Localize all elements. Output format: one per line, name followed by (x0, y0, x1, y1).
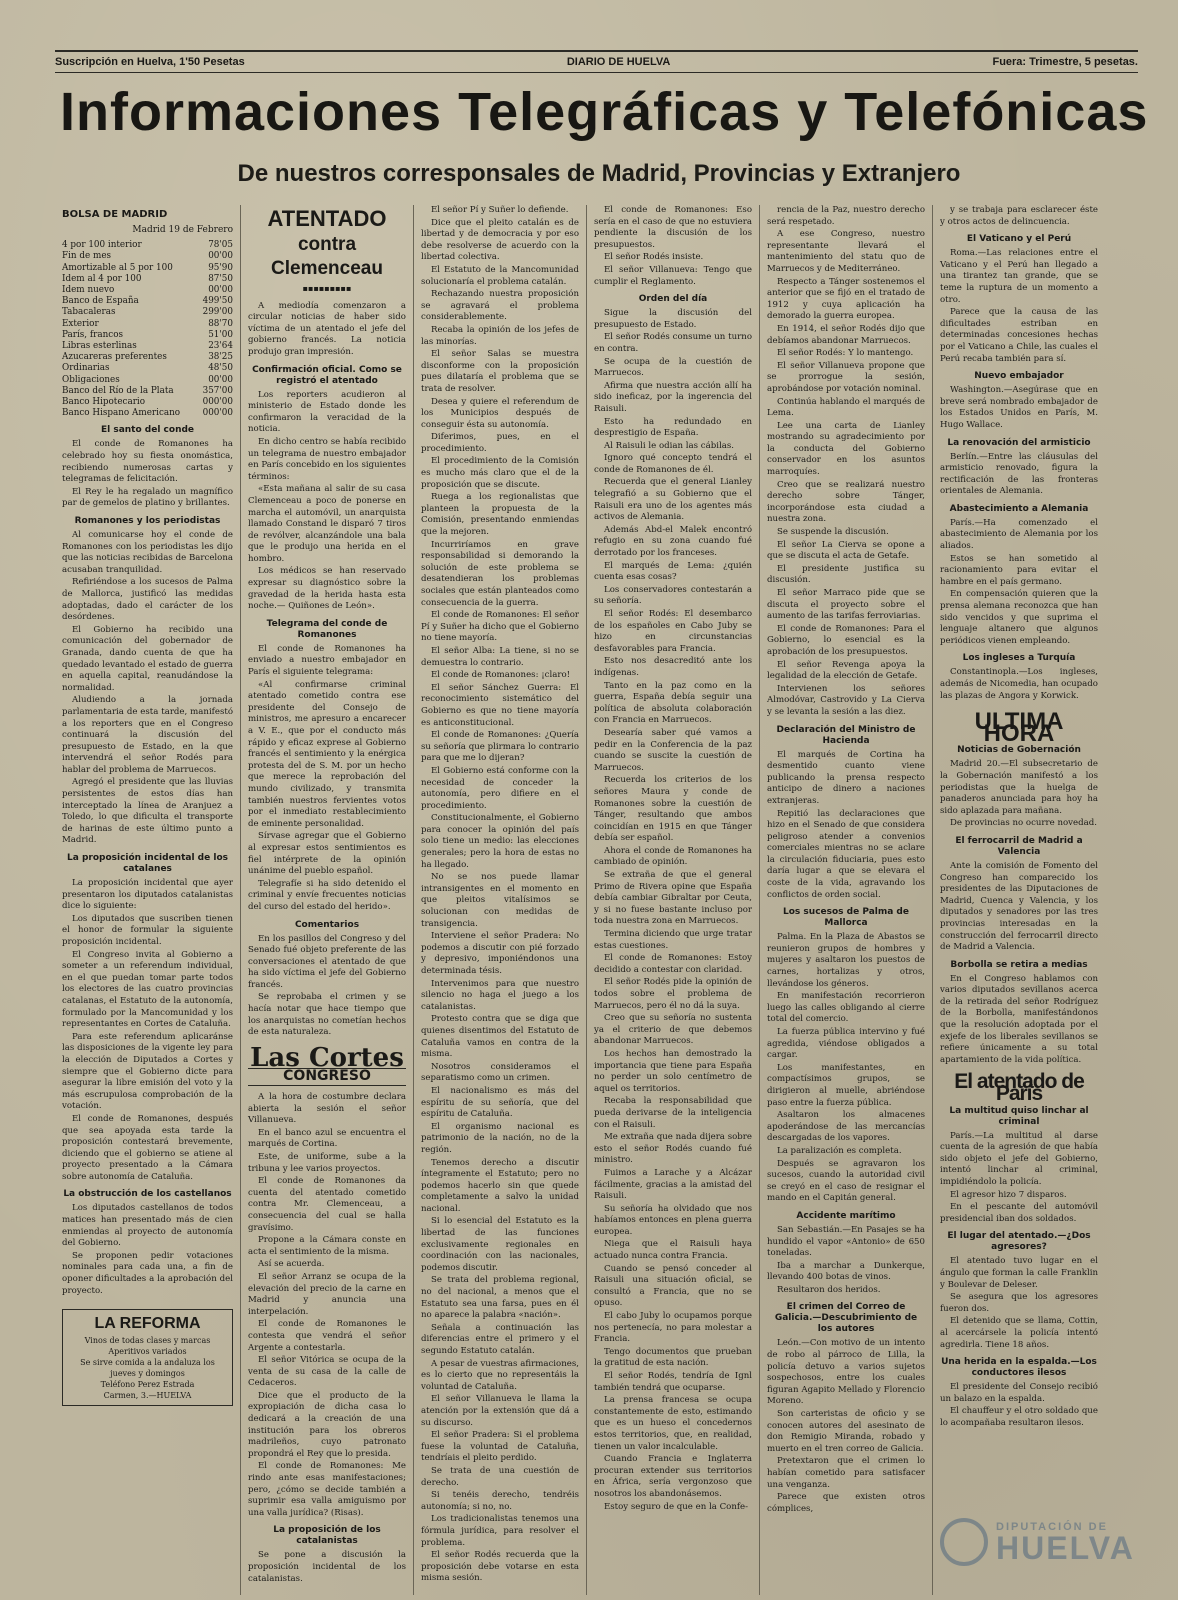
bolsa-row: París, francos 51'00 (62, 329, 233, 340)
paragraph: Respecto a Tánger sostenemos el anterior que se fijó en el tratado de 1912 y cuya aplicación ha demorado la guerra europea. (767, 276, 925, 322)
bolsa-row: Ordinarias 48'50 (62, 363, 233, 374)
bolsa-row: Exterior 88'70 (62, 318, 233, 329)
ad-line: Aperitivos variados (108, 1347, 187, 1357)
bolsa-row: Idem nuevo 00'00 (62, 285, 233, 295)
paragraph: Se pone a discusión la proposición incidental de los catalanistas. (248, 1550, 406, 1584)
paragraph: Asaltaron los almacenes apoderándose de las mercancías descargadas de los vapores. (767, 1110, 925, 1144)
paragraph: París.—La multitud al darse cuenta de la agresión de que había sido objeto el jefe del Gobierno, intentó linchar al criminal, impidiéndolo la policía. (940, 1130, 1098, 1187)
section-heading: Noticias de Gobernación (957, 745, 1081, 756)
subscription-local: Suscripción en Huelva, 1'50 Pesetas (55, 56, 245, 68)
paragraph: El Gobierno ha recibido una comunicación del gobernador de Granada, dando cuenta de que ha quedado levantado el estado de guerra en aquella capital, reanudándose la normalidad. (62, 624, 233, 693)
paragraph: El señor Arranz se ocupa de la elevación del precio de la carne en Madrid y anuncia una interpelación. (248, 1271, 406, 1317)
paragraph: Tenemos derecho a discutir íntegramente el Estatuto; pero no podemos hacerlo sin que quede completamente a salvo la unidad nacional. (421, 1157, 579, 1214)
seal-icon (940, 1518, 988, 1566)
paragraph: Interviene el señor Pradera: No podemos a discutir con pié forzado y depresivo, imponiéndonos una determinada tésis. (421, 931, 579, 976)
bolsa-row: Libras esterlinas 23'64 (62, 341, 233, 352)
paragraph: El señor Pradera: Si el problema fuese la voluntad de Cataluña, tendríais el pleito perdido. (421, 1430, 579, 1464)
paragraph: Estoy seguro de que en la Confe- (604, 1501, 749, 1512)
section-title-las-cortes: Las Cortes (250, 1042, 404, 1073)
paragraph: Los diputados que suscriben tienen el honor de formular la siguiente proposición incidental. (62, 913, 233, 947)
paragraph: Constantinopla.—Los ingleses, además de Nicomedia, han ocupado las plazas de Angora y Korwick. (940, 667, 1098, 701)
section-heading: Accidente marítimo (796, 1210, 896, 1221)
paragraph: Iba a marchar a Dunkerque, llevando 400 botas de vinos. (767, 1260, 925, 1283)
paragraph: El conde de Romanones, después que sea apoyada esta tarde la proposición contestará brevemente, diciendo que el gobierno se atiene al proyecto presentado a la Cámara sobre autonomía de Cataluña. (62, 1113, 233, 1182)
paragraph: El señor Rodés pide la opinión de todos sobre el problema de Marruecos, pero él no dá la suya. (594, 977, 752, 1011)
paragraph: El conde de Romanones: Me rindo ante esas manifestaciones; pero, ¿cómo se decide también a suprimir esa valla amiguismo por una valla jurídica? (Risas). (248, 1461, 406, 1518)
paragraph: Repitió las declaraciones que hizo en el Senado de que considera peligroso atender a convenios comerciales mientras no se aclare la circulación fiduciaria, pues esto daría lugar a que se elevara el coste de la vida, agravando los conflictos de orden social. (767, 808, 925, 900)
paragraph: El organismo nacional es patrimonio de la nación, no de la región. (421, 1121, 579, 1155)
paragraph: Intervienen los señores Almodóvar, Castrovido y La Cierva y se levanta la sesión a las diez. (767, 683, 925, 717)
paragraph: El conde de Romanones: ¿Quería su señoría que plirmara lo contrario para que me lo dijeran? (421, 730, 579, 764)
paragraph: Después se agravaron los sucesos, cuando la autoridad civil se creyó en el caso de resignar el mando en el Capitán general. (767, 1158, 925, 1204)
paragraph: El señor Villanueva: Tengo que cumplir el Reglamento. (594, 264, 752, 287)
paragraph: Intervenimos para que nuestro silencio no haga el juego a los catalanistas. (421, 978, 579, 1012)
bolsa-date: Madrid 19 de Febrero (132, 224, 233, 235)
ornament: ▪▪▪▪▪▪▪▪▪ (302, 284, 352, 293)
paragraph: Lee una carta de Lianley mostrando su agradecimiento por la conducta del Gobierno conservador en los asuntos marroquíes. (767, 420, 925, 478)
paragraph: Los tradicionalistas tenemos una fórmula jurídica, para resolver el problema. (421, 1514, 579, 1548)
paragraph: El señor Rodés, tendría de Ignl también tendrá que ocuparse. (594, 1371, 752, 1393)
column-5 (759, 205, 932, 1595)
paragraph: Se extraña de que el general Primo de Rivera opine que España debía cambiar Gibraltar por Ceuta, y si no fuese bastante incluso por toda nuestra zona en Marruecos. (594, 870, 752, 927)
paragraph: El Rey le ha regalado un magnífico par de gemelos de platino y brillantes. (62, 486, 233, 509)
paragraph: Se ocupa de la cuestión de Marruecos. (594, 356, 752, 379)
paragraph: Creo que su señoría no sustenta ya el criterio de que debemos abandonar Marruecos. (594, 1013, 752, 1047)
paragraph: El Estatuto de la Mancomunidad solucionaría el problema catalán. (421, 264, 579, 287)
paragraph: A la hora de costumbre declara abierta la sesión el señor Villanueva. (248, 1092, 406, 1126)
paragraph: Recuerda que el general Lianley telegrafió a su Gobierno que el Raisuli era uno de los agentes más activos de Alemania. (594, 477, 752, 523)
section-heading: El lugar del atentado.—¿Dos agresores? (947, 1231, 1091, 1253)
watermark-text: DIPUTACIÓN DE HUELVA (996, 1521, 1135, 1566)
paragraph: Cuando se pensó conceder al Raisuli una situación oficial, se consultó a Francia, que no se opuso. (594, 1263, 752, 1309)
column-6 (932, 205, 1105, 1595)
paragraph: El Congreso invita al Gobierno a someter a un referendum individual, en el que puedan tomar parte todos los electores de las cuatro provincias catalanas, el Estatuto de la autonomía, formulado por la Mancomunidad y los representantes en Cortes de Cataluña. (62, 949, 233, 1030)
paragraph: En el Congreso hablamos con varios diputados sevillanos acerca de la retirada del señor Rodríguez de la Borbolla, manifestándonos que la resolución adoptada por el exjefe de los liberales sevillanos se refiere únicamente a su total apartamiento de la vida política. (940, 973, 1098, 1065)
paragraph: Roma.—Las relaciones entre el Vaticano y el Perú han llegado a una tirantez tan grande, que se teme la ruptura de un momento a otro. (940, 248, 1098, 305)
column-4 (586, 205, 759, 1595)
section-heading: La proposición de los catalanistas (273, 1525, 381, 1547)
column-2 (240, 205, 413, 1595)
ad-line: Vinos de todas clases y marcas (84, 1336, 211, 1346)
paragraph: Rechazando nuestra proposición se agravará el problema considerablemente. (421, 289, 579, 323)
section-heading: La obstrucción de los castellanos (63, 1189, 232, 1200)
paragraph: Los conservadores contestarán a su señoría. (594, 584, 752, 607)
paragraph: Continúa hablando el marqués de Lema. (767, 396, 925, 419)
paragraph: El conde de Romanones: Para el Gobierno, lo esencial es la aprobación de los presupuestos. (767, 623, 925, 657)
paragraph: Esto nos desacreditó ante los indígenas. (594, 656, 752, 678)
paragraph: Su señoría ha olvidado que nos habíamos entonces en plena guerra europea. (594, 1203, 752, 1237)
paragraph: Este, de uniforme, sube a la tribuna y lee varios proyectos. (248, 1152, 406, 1174)
paragraph: Fuimos a Larache y a Alcázar fácilmente, gracias a la amistad del Raisuli. (594, 1167, 752, 1202)
bolsa-row: Azucareras preferentes 38'25 (62, 352, 233, 363)
paragraph: El Gobierno está conforme con la necesidad de conceder la autonomía, pero difiere en el procedimiento. (421, 765, 579, 811)
paragraph: En manifestación recorrieron luego las calles obligando al cierre total del comercio. (767, 991, 925, 1025)
paragraph: El señor Rodés insiste. (604, 252, 704, 263)
ad-line: Se sirve comida a la andaluza los jueves y domingos (80, 1358, 215, 1379)
paragraph: El conde de Romanones: Estoy decidido a contestar con claridad. (594, 953, 752, 975)
paragraph: El conde de Romanones le contesta que vendrá el señor Argente a contestarla. (248, 1319, 406, 1353)
paragraph: La fuerza pública intervino y fué agredida, viéndose obligados a cargar. (767, 1027, 925, 1061)
paragraph: Si lo esencial del Estatuto es la libertad de las funciones exclusivamente regionales en coordinación con las nacionales, podemos discutir. (421, 1216, 579, 1273)
section-heading: Declaración del Ministro de Hacienda (776, 724, 916, 746)
paragraph: y se trabaja para esclarecer éste y otros actos de delincuencia. (940, 205, 1098, 227)
section-heading: Abastecimiento a Alemania (949, 503, 1089, 514)
paragraph: Recaba la opinión de los jefes de las minorías. (421, 324, 579, 347)
paragraph: Creo que se realizará nuestro derecho sobre Tánger, incorporándose esta ciudad a nuestra zona. (767, 479, 925, 525)
paragraph: Dice que el producto de la expropiación de dicha casa lo dedicará a la creación de una institución para los obreros madrileños, cuyo patronato propondrá el Rey que lo presida. (248, 1390, 406, 1459)
section-heading: Orden del día (638, 294, 708, 305)
ad-line: Carmen, 3.—HUELVA (103, 1391, 192, 1401)
paragraph: El chauffeur y el otro soldado que lo acompañaba resultaron ilesos. (940, 1406, 1098, 1428)
bolsa-table (62, 240, 233, 419)
paragraph: Se proponen pedir votaciones nominales para cada una, a fin de oponer dificultades a la aprobación del proyecto. (62, 1250, 233, 1296)
page-headline: Informaciones Telegráficas y Telefónicas (60, 82, 1149, 142)
paragraph: El señor Rodés: El desembarco de los españoles en Cabo Juby se hizo en circunstancias desfavorables para Francia. (594, 609, 752, 654)
paragraph: Son carteristas de oficio y se conocen autores del asesinato de don Remigio Miranda, robado y muerto en el tren correo de Galicia. (767, 1409, 925, 1454)
bolsa-row: Idem al 4 por 100 87'50 (62, 273, 233, 284)
paragraph: El señor Sánchez Guerra: El reconocimiento sistemático del Gobierno es que no tiene mayoría es anticonstitucional. (421, 682, 579, 728)
paragraph: Señala a continuación las diferencias entre el primero y el segundo Estatuto catalán. (421, 1322, 579, 1356)
paragraph: En compensación quieren que la prensa alemana reconozca que han sido vencidos y que suprima el lenguaje altanero que algunos periódicos vienen empleando. (940, 589, 1098, 646)
paragraph: Palma. En la Plaza de Abastos se reunieron grupos de hombres y mujeres y asaltaron los puestos de carnes, hortalizas y otros, llevándose los géneros. (767, 932, 925, 989)
paragraph: Al Raisuli le odian las cábilas. (604, 440, 734, 451)
paragraph: Aludiendo a la jornada parlamentaria de esta tarde, manifestó a los reporters que en el Congreso continuará la discusión del presupuesto de Estado, en la que intervendrá el señor Rodés para hablar del problema de Marruecos. (62, 695, 233, 775)
paragraph: La prensa francesa se ocupa constantemente de esto, estimando que es un hueso el concedernos estos territorios, que, en realidad, tienen un valor incalculable. (594, 1395, 752, 1452)
paragraph: El señor Vitórica se ocupa de la venta de su casa de la calle de Cedaceros. (248, 1355, 406, 1389)
paragraph: El marqués de Lema: ¿quién cuenta esas cosas? (594, 560, 752, 583)
paragraph: Los médicos se han reservado expresar su diagnóstico sobre la gravedad de la herida hasta esta noche.— Quiñones de León». (248, 566, 406, 612)
bolsa-title: BOLSA DE MADRID (62, 209, 168, 220)
bolsa-row: Banco de España 499'50 (62, 296, 233, 307)
paragraph: Así se acuerda. (258, 1259, 325, 1270)
section-heading: Romanones y los periodistas (74, 516, 221, 526)
paragraph: Niega que el Raisuli haya actuado nunca contra Francia. (594, 1239, 752, 1262)
paragraph: Los diputados castellanos de todos matices han presentado más de cien enmiendas al proyecto de autonomía del Gobierno. (62, 1203, 233, 1249)
paragraph: El señor La Cierva se opone a que se discuta el acta de Getafe. (767, 539, 925, 562)
section-heading: Borbolla se retira a medias (950, 959, 1088, 970)
paragraph: Recaba la responsabilidad que pueda derivarse de la inteligencia con el Raisuli. (594, 1096, 752, 1130)
paragraph: Recuerda los criterios de los señores Maura y conde de Romanones sobre la cuestión de Tánger, resultando que ambos coincidían en 1915 en que Tánger debía ser español. (594, 775, 752, 844)
paragraph: rencia de la Paz, nuestro derecho será respetado. (767, 205, 925, 227)
paragraph: A mediodía comenzaron a circular noticias de haber sido víctima de un atentado el jefe del gobierno francés. La noticia produjo gran impresión. (248, 300, 406, 357)
section-heading: Confirmación oficial. Como se registró el atentado (252, 364, 402, 386)
bolsa-row: Tabacaleras 299'00 (62, 307, 233, 318)
paragraph: El señor Revenga apoya la legalidad de la elección de Getafe. (767, 659, 925, 682)
section-heading: Una herida en la espalda.—Los conductores ilesos (941, 1357, 1097, 1379)
paragraph: Diferimos, pues, en el procedimiento. (421, 432, 579, 454)
bolsa-row: Banco Hispano Americano 000'00 (62, 408, 233, 419)
paragraph: El nacionalismo es más del espíritu de su señoría, que del espíritu de Cataluña. (421, 1085, 579, 1120)
archive-watermark (940, 1512, 1150, 1572)
paragraph: Los reporters acudieron al ministerio de Estado donde les confirmaron la veracidad de la noticia. (248, 389, 406, 435)
bolsa-row: 4 por 100 interior 78'05 (62, 240, 233, 251)
paragraph: Parece que la causa de las dificultades estriban en determinadas concesiones hechas por el Vaticano a Chile, las cuales el Perú recaba también para sí. (940, 307, 1098, 364)
paragraph: Esto ha redundado en desprestigio de España. (594, 416, 752, 439)
section-title-congreso: CONGRESO (248, 1068, 406, 1086)
paragraph: La paralización es completa. (777, 1145, 902, 1156)
masthead-bar (55, 50, 1138, 73)
paragraph: Sírvase agregar que el Gobierno al expresar estos sentimientos es fiel intérprete de la opinión unánime del pueblo español. (248, 831, 406, 877)
paragraph: Se trata del problema regional, no del nacional, a menos que el Estatuto sea una farsa, pues en él no aparece la palabra «nación». (421, 1275, 579, 1321)
paragraph: Dice que el pleito catalán es de libertad y de democracia y por eso debe resolverse de acuerdo con la libertad colectiva. (421, 217, 579, 263)
paragraph: El señor Villanueva propone que se prorrogue la sesión, aprobándose por votación nominal. (767, 360, 925, 394)
paragraph: Si tenéis derecho, tendréis autonomía; si no, no. (421, 1490, 579, 1512)
paragraph: El conde de Romanones ha enviado a nuestro embajador en París el siguiente telegrama: (248, 643, 406, 678)
paragraph: Protesto contra que se diga que quienes disentimos del Estatuto de Cataluña vamos en contra de la misma. (421, 1014, 579, 1060)
section-heading: Los sucesos de Palma de Mallorca (783, 907, 909, 929)
section-heading: El santo del conde (100, 425, 195, 436)
paragraph: Se asegura que los agresores fueron dos. (940, 1292, 1098, 1314)
section-heading: La renovación del armisticio (947, 437, 1091, 448)
paragraph: El conde de Romanones: ¡claro! (431, 670, 571, 681)
subscription-outside: Fuera: Trimestre, 5 pesetas. (992, 56, 1138, 68)
paragraph: El señor Salas se muestra disconforme con la proposición pues dilataría el problema que se trata de resolver. (421, 349, 579, 394)
paragraph: Tanto en la paz como en la guerra, España debía seguir una política de absoluta colaboración con Francia en Marruecos. (594, 680, 752, 726)
paragraph: Ruega a los regionalistas que planteen la propuesta de la Comisión, presentando enmiendas que la mejoren. (421, 492, 579, 538)
paragraph: El atentado tuvo lugar en el ángulo que forman la calle Franklin y Boulevar de Deleser. (940, 1256, 1098, 1290)
paragraph: Ignoro qué concepto tendrá el conde de Romanones de él. (594, 453, 752, 475)
paragraph: No se nos puede llamar intransigentes en el momento en que pleitos vitalísimos se solucionan con medidas de transigencia. (421, 872, 579, 929)
bolsa-row: Amortizable al 5 por 100 95'90 (62, 262, 233, 273)
paragraph: Parece que existen otros cómplices, (767, 1492, 925, 1514)
bolsa-row: Obligaciones 00'00 (62, 374, 233, 385)
paragraph: Resultaron dos heridos. (777, 1284, 881, 1295)
paragraph: Propone a la Cámara conste en acta el sentimiento de la misma. (248, 1235, 406, 1257)
section-title-atentado-paris: El atentado de París (954, 1070, 1084, 1106)
paragraph: Los manifestantes, en compactísimos grupos, se dirigieron al muelle, abriéndose paso entre la fuerza pública. (767, 1062, 925, 1108)
paragraph: El conde de Romanones da cuenta del atentado cometido contra Mr. Clemenceau, a consecuencia del cual se halla gravísimo. (248, 1176, 406, 1233)
paragraph: Los hechos han demostrado la importancia que tiene para España no perder un solo centímetro de aquel os territorios. (594, 1048, 752, 1094)
paragraph: El señor Pí y Suñer lo defiende. (431, 205, 569, 215)
paragraph: Para este referendum aplicaránse las disposiciones de la vigente ley para la elección de Diputados a Cortes y siempre que el Gobierno dicte para asegurar la libre emisión del voto y la más escrupulosa comprobación de la votación. (62, 1031, 233, 1112)
section-heading: La proposición incidental de los catalanes (67, 853, 228, 875)
paragraph: El conde de Romanones: El señor Pí y Suñer ha dicho que el Gobierno no tiene mayoría. (421, 610, 579, 644)
section-heading: El crimen del Correo de Galicia.—Descubrimiento de los autores (774, 1302, 918, 1335)
paragraph: Se suspende la discusión. (777, 527, 889, 538)
section-heading: La multitud quiso linchar al criminal (949, 1105, 1089, 1127)
paragraph: Se reprobaba el crimen y se hacía notar que hace tiempo que los anarquistas no cometían hechos de esta naturaleza. (248, 992, 406, 1038)
paragraph: Agregó el presidente que las lluvias persistentes de estos días han interceptado la línea de Aranjuez a Toledo, lo que dificulta el transporte de harinas de este último punto a Madrid. (62, 777, 233, 846)
paragraph: El señor Rodés: Y lo mantengo. (777, 348, 914, 359)
paragraph: El señor Alba: La tiene, si no se demuestra lo contrario. (421, 645, 579, 668)
paragraph: Ante la comisión de Fomento del Congreso han comparecido los presidentes de las Diputaciones de Madrid, Cuenca y Valencia, y los diputados y senadores por las tres provincias interesadas en la construcción del ferrocarril directo de Madrid a Valencia. (940, 860, 1098, 953)
bolsa-row: Fin de mes 00'00 (62, 251, 233, 262)
paragraph: El procedimiento de la Comisión es mucho más claro que el de la proposición que se discute. (421, 456, 579, 490)
paragraph: El agresor hizo 7 disparos. (950, 1189, 1067, 1200)
paragraph: Afirma que nuestra acción allí ha sido ineficaz, por la ingerencia del Raisuli. (594, 380, 752, 414)
paragraph: En los pasillos del Congreso y del Senado fué objeto preferente de las conversaciones el atentado de que ha sido víctima el jefe del Gobierno francés. (248, 933, 406, 990)
paragraph: Estos se han sometido al racionamiento para evitar el hambre en el país germano. (940, 553, 1098, 587)
paragraph: El señor Rodés recuerda que la proposición debe votarse en esta misma sesión. (421, 1550, 579, 1584)
paragraph: «Esta mañana al salir de su casa Clemenceau a poco de ponerse en marcha el automóvil, un anarquista llamado Constand le disparó 7 tiros de revólver, alcanzándole una bala que le produjo una herida en el hombro. (248, 484, 406, 564)
paragraph: Se trata de una cuestión de derecho. (421, 1465, 579, 1488)
paragraph: El señor Rodés consume un turno en contra. (594, 332, 752, 354)
paragraph: A pesar de vuestras afirmaciones, es lo cierto que no representáis la voluntad de Cataluña. (421, 1358, 579, 1392)
paragraph: Al comunicarse hoy el conde de Romanones con los periodistas les dijo que las noticias recibidas de Barcelona acusaban tranquilidad. (62, 530, 233, 575)
paragraph: Nosotros consideramos el separatismo como un crimen. (421, 1061, 579, 1084)
paragraph: En dicho centro se había recibido un telegrama de nuestro embajador en París concebido en los siguientes términos: (248, 436, 406, 482)
section-title-ultima-hora: ULTIMA HORA (974, 708, 1064, 747)
paragraph: Incurriríamos en grave responsabilidad si demorando la solución de este problema se desatendieran los problemas sociales que están planteados como consecuencia de la guerra. (421, 539, 579, 608)
column-3 (413, 205, 586, 1595)
paragraph: El detenido que se llama, Cottin, al acercársele la policía intentó agredirla. Tiene 18 años. (940, 1316, 1098, 1350)
paragraph: En el pescante del automóvil presidencial iban dos soldados. (940, 1202, 1098, 1224)
paragraph: Constitucionalmente, el Gobierno para conocer la opinión del país solo tiene un medio: las elecciones generales; pero la hora de estas no ha llegado. (421, 813, 579, 870)
advertisement-la-reforma (62, 1309, 233, 1406)
paragraph: Pretextaron que el crimen lo habían cometido para satisfacer una venganza. (767, 1456, 925, 1490)
section-heading: Los ingleses a Turquía (962, 653, 1076, 664)
bolsa-row: Banco del Río de la Plata 357'00 (62, 385, 233, 396)
bolsa-row: Banco Hipotecario 000'00 (62, 397, 233, 408)
paragraph: Washington.—Asegúrase que en breve será nombrado embajador de los Estados Unidos en París, M. Hugo Wallace. (940, 385, 1098, 430)
paragraph: El conde de Romanones ha celebrado hoy su fiesta onomástica, recibiendo numerosas cartas y telegramas de felicitación. (62, 439, 233, 485)
columns (55, 205, 1155, 1595)
paragraph: El cabo Juby lo ocupamos porque nos pertenecía, no para molestar a Francia. (594, 1311, 752, 1345)
paragraph: En el banco azul se encuentra el marqués de Cortina. (248, 1127, 406, 1150)
paragraph: «Al confirmarse criminal atentado cometido contra ese presidente del Consejo de ministros, me apresuro a encarecer a V. E., que por el conducto más rápido y eficaz exprese al Gobierno francés el sentimiento y la enérgica protesta del de S. M. por un hecho que merece la reprobación del mundo civilizado, y transmita también nuestros fervientes votos por el inmediato restablecimiento de eminente personalidad. (248, 679, 406, 829)
paragraph: De provincias no ocurre novedad. (950, 818, 1097, 829)
paragraph: El presidente del Consejo recibió un balazo en la espalda. (940, 1382, 1098, 1404)
paragraph: Telegrafíe si ha sido detenido el criminal y envíe frecuentes noticias del curso del estado del herido». (248, 878, 406, 912)
article-title-clemenceau: contra Clemenceau (271, 234, 383, 279)
paragraph: Tengo documentos que prueban la gratitud de esta nación. (594, 1346, 752, 1369)
section-heading: Comentarios (294, 919, 360, 930)
paragraph: San Sebastián.—En Pasajes se ha hundido el vapor «Antonio» de 650 toneladas. (767, 1224, 925, 1259)
paragraph: Desea y quiere el referendum de los Municipios después de conseguir ésta su autonomía. (421, 396, 579, 430)
newspaper-name: DIARIO DE HUELVA (566, 56, 671, 68)
paragraph: París.—Ha comenzado el abastecimiento de Alemania por los aliados. (940, 517, 1098, 552)
paragraph: El señor Marraco pide que se discuta el proyecto sobre el aumento de las tarifas ferroviarias. (767, 588, 925, 622)
paragraph: A ese Congreso, nuestro representante llevará el mantenimiento del statu quo de Marruecos y de Mediterráneo. (767, 229, 925, 274)
paragraph: León.—Con motivo de un intento de robo al párroco de Lilla, la policía detuvo a varios sujetos sospechosos, entre los cuales figuran Agapito Mellado y Florencio Moreno. (767, 1338, 925, 1407)
column-1 (55, 205, 240, 1595)
paragraph: Refiriéndose a los sucesos de Palma de Mallorca, justificó las medidas adoptadas, dado el carácter de los desórdenes. (62, 577, 233, 623)
paragraph: El presidente justifica su discusión. (767, 563, 925, 586)
page-subheadline: De nuestros corresponsales de Madrid, Provincias y Extranjero (237, 160, 961, 187)
paragraph: El conde de Romanones: Eso sería en el caso de que no estuviera pendiente la discusión de los presupuestos. (594, 205, 752, 250)
paragraph: En 1914, el señor Rodés dijo que debíamos abandonar Marruecos. (767, 323, 925, 346)
ad-title: LA REFORMA (94, 1315, 201, 1333)
ad-line: Teléfono Perez Estrada (100, 1380, 195, 1390)
paragraph: Además Abd-el Malek encontró refugio en su zona cuando fué derrotado por los franceses. (594, 524, 752, 559)
paragraph: Termina diciendo que urge tratar estas cuestiones. (594, 929, 752, 951)
paragraph: Ahora el conde de Romanones ha cambiado de opinión. (594, 845, 752, 868)
paragraph: Desearía saber qué vamos a pedir en la Conferencia de la paz cuando se suscite la cuestión de Marruecos. (594, 727, 752, 773)
paragraph: Madrid 20.—El subsecretario de la Gobernación manifestó a los periodistas que la huelga de panaderos anunciada para hoy ha sido aplazada para mañana. (940, 759, 1098, 816)
paragraph: Sigue la discusión del presupuesto de Estado. (594, 308, 752, 330)
paragraph: La proposición incidental que ayer presentaron los diputados catalanistas dice lo siguiente: (62, 878, 233, 912)
paragraph: El marqués de Cortina ha desmentido cuanto viene publicando la prensa respecto anticipo de dinero a naciones extranjeras. (767, 749, 925, 806)
section-heading: El Vaticano y el Perú (966, 234, 1072, 245)
paragraph: Cuando Francia e Inglaterra procuran extender sus territorios en África, sería vergonzoso que nosotros los abandonásemos. (594, 1454, 752, 1499)
paragraph: El señor Villanueva le llama la atención por la extensión que dá a su discurso. (421, 1394, 579, 1428)
paragraph: Me extraña que nada dijera sobre esto el señor Rodés cuando fué ministro. (594, 1132, 752, 1166)
section-heading: Nuevo embajador (974, 371, 1064, 382)
paragraph: Berlín.—Entre las cláusulas del armisticio renovado, figura la rectificación de las fronteras orientales de Alemania. (940, 451, 1098, 497)
article-title-atentado: ATENTADO (267, 206, 387, 231)
section-heading: El ferrocarril de Madrid a Valencia (955, 835, 1083, 857)
section-heading: Telegrama del conde de Romanones (266, 618, 388, 640)
